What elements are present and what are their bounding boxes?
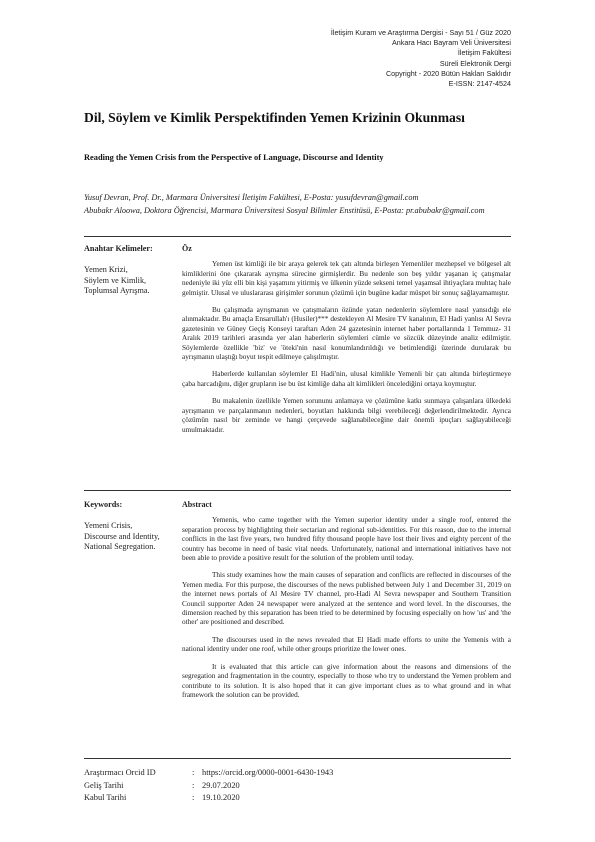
article-subtitle: Reading the Yemen Crisis from the Perspective of Language, Discourse and Identity — [84, 153, 384, 162]
article-meta — [84, 767, 333, 805]
turkish-abstract — [182, 244, 511, 443]
keywords-heading: Anahtar Kelimeler: — [84, 244, 153, 253]
abstract-heading: Abstract — [182, 500, 212, 509]
abstract-paragraph: The discourses used in the news revealed that El Hadi made efforts to unite the Yemenis with a national identity under one roof, while other groups prioritize the lower ones. — [182, 635, 511, 654]
journal-header — [331, 28, 511, 89]
article-title: Dil, Söylem ve Kimlik Perspektifinden Yemen Krizinin Okunması — [84, 110, 465, 125]
author-list — [84, 192, 554, 217]
divider — [84, 236, 511, 237]
journal-header-line: E-ISSN: 2147-4524 — [448, 79, 511, 89]
english-keywords — [84, 500, 194, 553]
keyword: Discourse and Identity, — [84, 531, 160, 541]
abstract-paragraph: Bu çalışmada ayrışmanın ve çatışmaların özünde yatan nedenlerin söylemlere nasıl yansıdığı ele alınmaktadır. Bu amaçla Ensarullah'ı (Husiler)*** destekleyen Al Mesire TV kanalının, El Hadi yanlısı Al Sevra gazetesinin ve Güney Geçiş Konseyi taraftarı Aden 24 gazetesinin internet haber portallarında 1 Temmuz- 31 Aralık 2019 tarihleri arasında yer alan haberlerin söylemleri cümle ve sözcük düzeyinde analiz edilmiştir. Söylemlerde özellikle 'biz' ve 'öteki'nin nasıl konumlandırıldığı ve betimlendiği üzerinde durularak bu ayrışmanın ulaştığı boyut tespit edilmeye çalışılmıştır. — [182, 306, 511, 362]
journal-header-line: İletişim Kuram ve Araştırma Dergisi - Sayı 51 / Güz 2020 — [330, 28, 511, 37]
abstract-paragraph: Bu makalenin özellikle Yemen sorununu anlamaya ve çözümüne katkı sunmaya çalışanlara ülkedeki ayrışmanın ve parçalanmanın nedenleri, boyutları hakkında bilgi verebileceği değerlendirilmektedir. Ayrıca çözümün nasıl bir zeminde ve hangi çerçevede sağlanabileceğine dair önemli ipuçları sağlayabileceği umulmaktadır. — [182, 397, 511, 434]
abstract-heading: Öz — [182, 244, 192, 253]
meta-row — [84, 767, 333, 780]
keyword: National Segregation. — [84, 542, 156, 552]
english-abstract — [182, 500, 511, 708]
abstract-paragraph: This study examines how the main causes of separation and conflicts are reflected in discourses of the Yemen media. For this purpose, the discourses of the news published between July 1 and December 31, 2019 on the internet news portals of Al Mesire TV channel, pro-Hadi Al Sevra newspaper and Southern Transition Council supporter Aden 24 newspaper were analyzed at the sentence and word level. In the discourses, the dimension reached by this separation has been tried to be determined by focusing especially on how 'us' and 'the other' are positioned and described. — [182, 571, 511, 627]
meta-label: Kabul Tarihi — [84, 793, 127, 803]
keywords-heading: Keywords: — [84, 500, 123, 509]
journal-header-line: Copyright - 2020 Bütün Hakları Saklıdır — [385, 68, 511, 78]
author-line: Yusuf Devran, Prof. Dr., Marmara Üniversitesi İletişim Fakültesi, E-Posta: yusufdevran@gmail.com — [84, 193, 419, 202]
turkish-keywords — [84, 244, 194, 297]
keyword: Söylem ve Kimlik, — [84, 275, 147, 285]
keyword: Toplumsal Ayrışma. — [84, 286, 150, 296]
meta-row — [84, 780, 333, 793]
meta-separator: : — [192, 793, 195, 803]
divider — [84, 490, 511, 491]
orcid-link[interactable]: https://orcid.org/0000-0001-6430-1943 — [202, 768, 334, 777]
abstract-paragraph: Yemen üst kimliği ile bir araya gelerek tek çatı altında birleşen Yemenliler mezhepsel ve bölgesel alt kimliklerini öne çıkararak ayrışma sürecine girmişlerdir. Bu nedenle son beş yıldır yaşanan iç çatışmalar nedeniyle iki yüz elli bin kişi yaşamını yitirmiş ve ülkenin yüzde sekseni temel yaşamsal ihtiyaçlara muhtaç hale gelmiştir. Ulusal ve uluslararası girişimler sorunun çözümü için bugüne kadar müspet bir sonuç sağlayamamıştır. — [182, 260, 511, 297]
meta-separator: : — [192, 780, 195, 790]
meta-row — [84, 792, 333, 805]
meta-label: Geliş Tarihi — [84, 780, 124, 790]
abstract-paragraph: Haberlerde kullanılan söylemler El Hadi'nin, ulusal kimlikle Yemenli bir çatı altında birleştirmeye çaba harcadığını, diğer grupların ise bu üst kimliğe daha alt kimlikleri öncelediğini ortaya koymuştur. — [182, 370, 511, 388]
keyword: Yemeni Crisis, — [84, 520, 133, 530]
keyword: Yemen Krizi, — [84, 264, 128, 274]
author-line: Abubakr Aloowa, Doktora Öğrencisi, Marmara Üniversitesi Sosyal Bilimler Enstitüsü, E-Posta: pr.abubakr@gmail.com — [84, 205, 485, 215]
meta-label: Araştırmacı Orcid ID — [84, 768, 156, 777]
divider — [84, 758, 511, 759]
journal-header-line: İletişim Fakültesi — [457, 48, 511, 58]
meta-separator: : — [192, 768, 195, 777]
received-date: 29.07.2020 — [202, 780, 240, 790]
abstract-paragraph: Yemenis, who came together with the Yemen superior identity under a single roof, entered the separation process by highlighting their sectarian and regional sub-identities. For this reason, due to the internal conflicts in the last five years, two hundred fifty thousand people have lost their lives and eighty percent of the country has become in need of basic vital needs. Unfortunately, national and international initiatives have not been able to provide a positive result for the solution of the problem until today. — [182, 516, 511, 563]
abstract-paragraph: It is evaluated that this article can give information about the reasons and dimensions of the segregation and fragmentation in the country, especially to those who try to understand the Yemen problem and contribute to its solution. It is also hoped that it can give important clues as to what ground and in what framework the solution can be provided. — [182, 662, 511, 699]
journal-header-line: Süreli Elektronik Dergi — [439, 58, 511, 68]
accepted-date: 19.10.2020 — [202, 793, 240, 803]
journal-header-line: Ankara Hacı Bayram Veli Üniversitesi — [391, 38, 511, 48]
